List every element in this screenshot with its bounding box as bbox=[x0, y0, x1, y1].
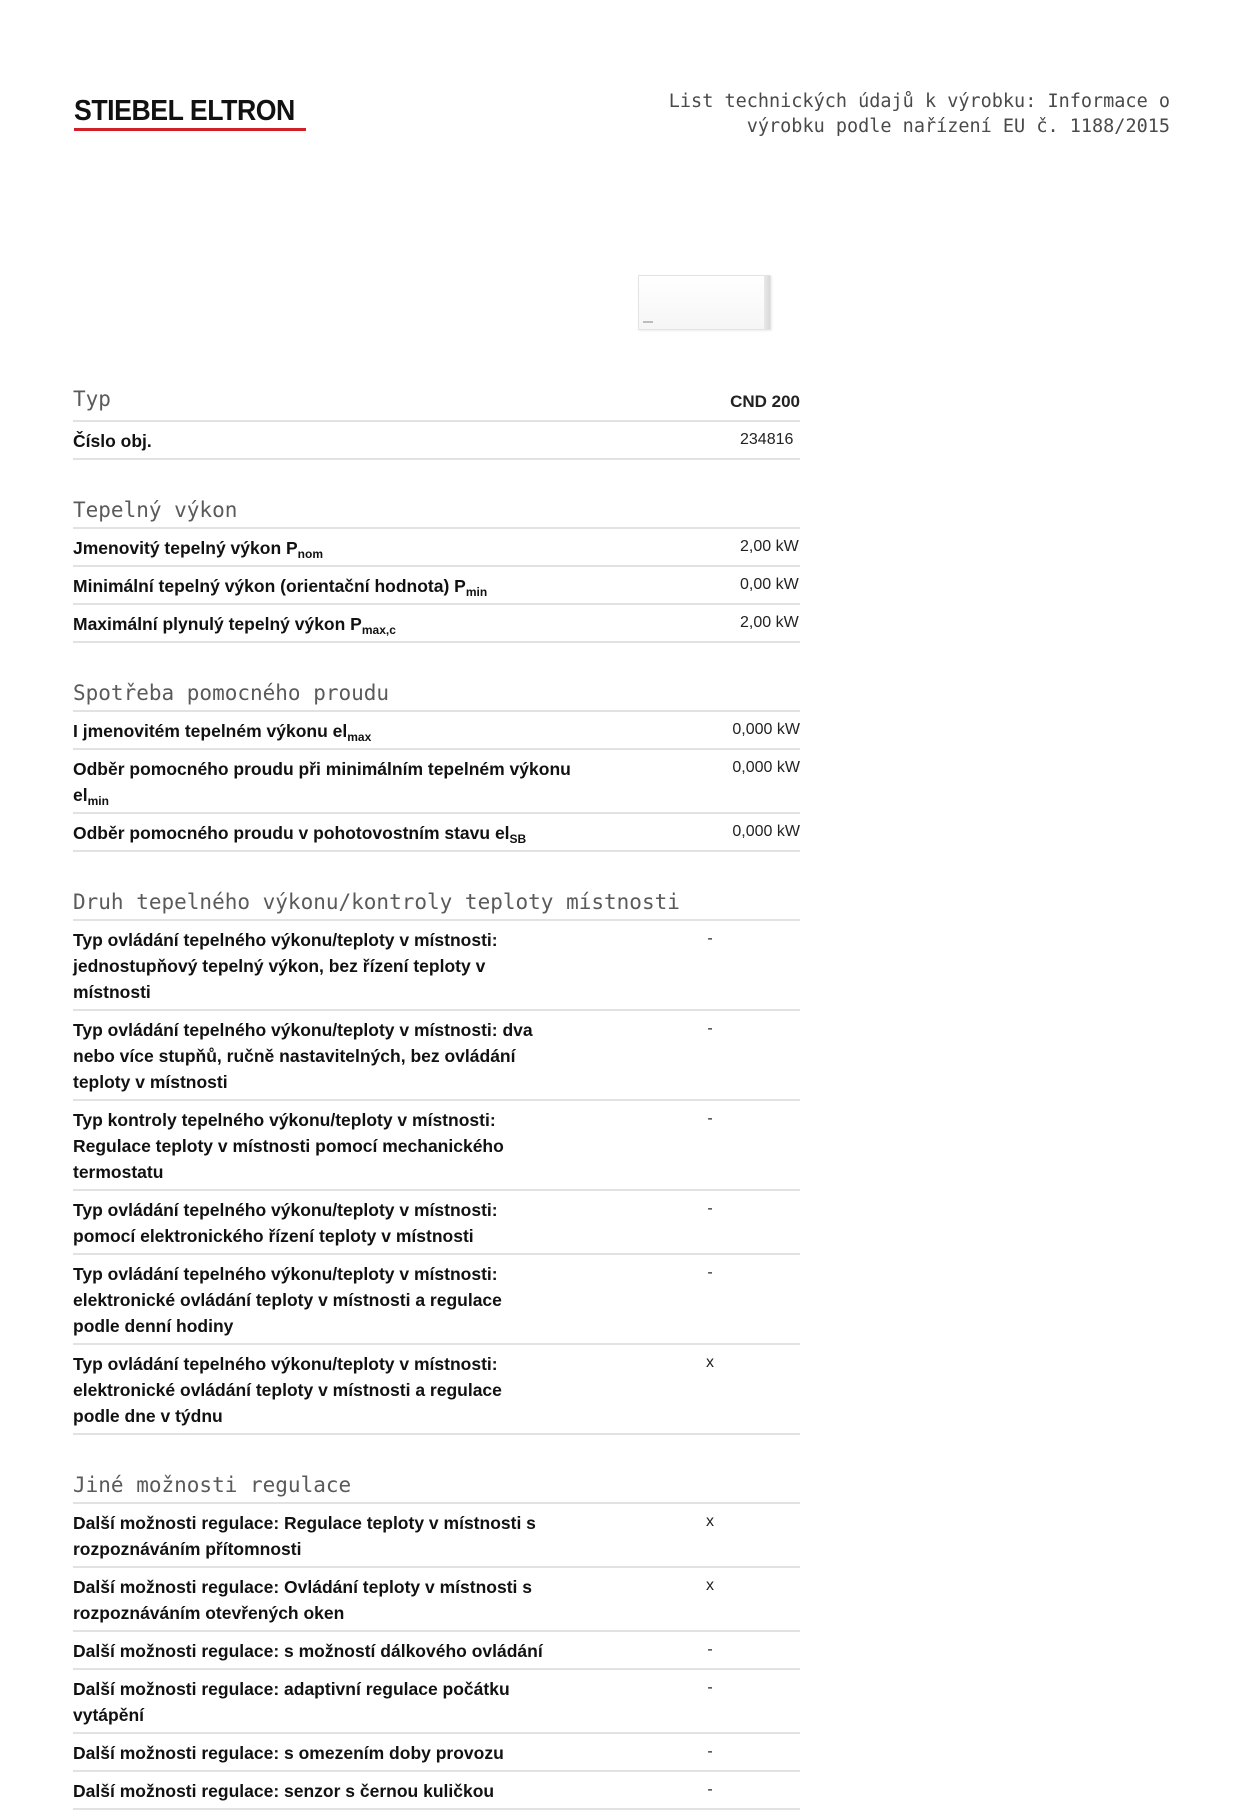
row-value: x bbox=[706, 1513, 714, 1530]
table-row bbox=[73, 1101, 800, 1191]
row-value: - bbox=[707, 1020, 713, 1037]
product-image bbox=[638, 275, 771, 330]
row-label-text: Odběr pomocného proudu při minimálním tepelném výkonu el bbox=[73, 759, 571, 805]
document-title-line-2: výrobku podle nařízení EU č. 1188/2015 bbox=[746, 116, 1170, 137]
row-label-subscript: max,c bbox=[361, 623, 396, 637]
row-label-text: Další možnosti regulace: Regulace teploty v místnosti s rozpoznáváním přítomnosti bbox=[73, 1513, 536, 1559]
document-title bbox=[610, 89, 1170, 139]
section-gap bbox=[73, 643, 800, 672]
table-row bbox=[73, 921, 800, 1011]
type-label: Typ bbox=[73, 387, 111, 411]
section-gap bbox=[73, 1435, 800, 1464]
section-gap bbox=[73, 852, 800, 881]
row-value: - bbox=[707, 1264, 713, 1281]
row-label bbox=[73, 921, 550, 1009]
row-label bbox=[73, 1734, 550, 1770]
table-row bbox=[73, 567, 800, 605]
row-label bbox=[73, 1101, 550, 1189]
table-row bbox=[73, 1255, 800, 1345]
row-value: - bbox=[707, 1781, 713, 1798]
order-number-row bbox=[73, 422, 800, 460]
row-value: - bbox=[707, 930, 713, 947]
row-value: x bbox=[706, 1354, 714, 1371]
aux-power-table bbox=[73, 712, 800, 852]
order-number-value: 234816 bbox=[740, 431, 794, 448]
row-value: 2,00 kW bbox=[740, 538, 799, 555]
section-title-aux-power: Spotřeba pomocného proudu bbox=[73, 672, 800, 712]
table-row bbox=[73, 1568, 800, 1632]
row-label-subscript: min bbox=[87, 794, 109, 808]
heat-output-table bbox=[73, 529, 800, 643]
row-label-subscript: SB bbox=[509, 832, 527, 846]
row-label bbox=[73, 1345, 550, 1433]
row-value: - bbox=[707, 1679, 713, 1696]
row-value: 0,000 kW bbox=[732, 823, 800, 840]
row-label-text: Typ kontroly tepelného výkonu/teploty v místnosti: Regulace teploty v místnosti pomocí mechanického termostatu bbox=[73, 1110, 504, 1182]
row-label bbox=[73, 712, 595, 748]
row-label bbox=[73, 1011, 550, 1099]
row-label-text: Typ ovládání tepelného výkonu/teploty v místnosti: pomocí elektronického řízení teploty v místnosti bbox=[73, 1200, 498, 1246]
table-row bbox=[73, 1670, 800, 1734]
row-label-text: Typ ovládání tepelného výkonu/teploty v místnosti: elektronické ovládání teploty v místnosti a regulace podle denní hodiny bbox=[73, 1264, 502, 1336]
row-label-text: Další možnosti regulace: s možností dálkového ovládání bbox=[73, 1641, 543, 1661]
row-value: 0,000 kW bbox=[732, 759, 800, 776]
row-label bbox=[73, 750, 595, 812]
logo-red-bar bbox=[74, 128, 306, 131]
row-value: - bbox=[707, 1110, 713, 1127]
row-label-text: Další možnosti regulace: adaptivní regulace počátku vytápění bbox=[73, 1679, 510, 1725]
row-value: 0,00 kW bbox=[740, 576, 799, 593]
table-row bbox=[73, 529, 800, 567]
row-label-subscript: max bbox=[347, 730, 372, 744]
row-label-text: Maximální plynulý tepelný výkon P bbox=[73, 614, 362, 634]
row-label-subscript: min bbox=[465, 585, 488, 599]
type-row bbox=[73, 382, 800, 422]
row-label bbox=[73, 605, 603, 641]
row-label-text: Odběr pomocného proudu v pohotovostním stavu el bbox=[73, 823, 510, 843]
section-title-control-type: Druh tepelného výkonu/kontroly teploty místnosti bbox=[73, 881, 800, 921]
row-value: - bbox=[707, 1200, 713, 1217]
control-type-table bbox=[73, 921, 800, 1435]
table-row bbox=[73, 1504, 800, 1568]
data-sheet bbox=[73, 382, 800, 1810]
document-title-line-1: List technických údajů k výrobku: Informace o bbox=[668, 91, 1170, 112]
product-image-rim bbox=[764, 276, 770, 329]
other-control-table bbox=[73, 1504, 800, 1810]
row-label bbox=[73, 1568, 550, 1630]
row-label bbox=[73, 1670, 550, 1732]
type-value: CND 200 bbox=[730, 392, 800, 411]
row-label bbox=[73, 814, 595, 850]
table-row bbox=[73, 1632, 800, 1670]
stiebel-eltron-logo bbox=[74, 96, 306, 131]
table-row bbox=[73, 1011, 800, 1101]
row-value: x bbox=[706, 1577, 714, 1594]
order-number-label: Číslo obj. bbox=[73, 431, 152, 451]
row-label bbox=[73, 1255, 550, 1343]
section-gap bbox=[73, 460, 800, 489]
row-label bbox=[73, 1191, 550, 1253]
row-label-text: Další možnosti regulace: s omezením doby provozu bbox=[73, 1743, 504, 1763]
table-row bbox=[73, 814, 800, 852]
section-title-heat-output: Tepelný výkon bbox=[73, 489, 800, 529]
table-row bbox=[73, 1191, 800, 1255]
row-label-text: I jmenovitém tepelném výkonu el bbox=[73, 721, 348, 741]
row-label-text: Typ ovládání tepelného výkonu/teploty v místnosti: elektronické ovládání teploty v místnosti a regulace podle dne v týdnu bbox=[73, 1354, 502, 1426]
row-label-subscript: nom bbox=[297, 547, 324, 561]
row-label-text: Typ ovládání tepelného výkonu/teploty v místnosti: jednostupňový tepelný výkon, bez řízení teploty v místnosti bbox=[73, 930, 498, 1002]
row-label bbox=[73, 1504, 550, 1566]
row-label-text: Typ ovládání tepelného výkonu/teploty v místnosti: dva nebo více stupňů, ručně nastavitelných, bez ovládání teploty v místnosti bbox=[73, 1020, 533, 1092]
row-label bbox=[73, 529, 603, 565]
row-value: - bbox=[707, 1641, 713, 1658]
table-row bbox=[73, 1734, 800, 1772]
row-value: - bbox=[707, 1743, 713, 1760]
row-label-text: Další možnosti regulace: Ovládání teploty v místnosti s rozpoznáváním otevřených oken bbox=[73, 1577, 532, 1623]
row-label-text: Další možnosti regulace: senzor s černou kuličkou bbox=[73, 1781, 495, 1801]
logo-wordmark: STIEBEL ELTRON bbox=[74, 95, 295, 127]
row-label-text: Jmenovitý tepelný výkon P bbox=[73, 538, 298, 558]
table-row bbox=[73, 712, 800, 750]
section-title-other-control: Jiné možnosti regulace bbox=[73, 1464, 800, 1504]
row-label bbox=[73, 567, 603, 603]
table-row bbox=[73, 605, 800, 643]
row-label bbox=[73, 1632, 550, 1668]
product-image-indicator bbox=[643, 321, 653, 323]
table-row bbox=[73, 1772, 800, 1810]
table-row bbox=[73, 1345, 800, 1435]
row-label-text: Minimální tepelný výkon (orientační hodnota) P bbox=[73, 576, 466, 596]
row-value: 0,000 kW bbox=[732, 721, 800, 738]
row-value: 2,00 kW bbox=[740, 614, 799, 631]
table-row bbox=[73, 750, 800, 814]
row-label bbox=[73, 1772, 550, 1808]
